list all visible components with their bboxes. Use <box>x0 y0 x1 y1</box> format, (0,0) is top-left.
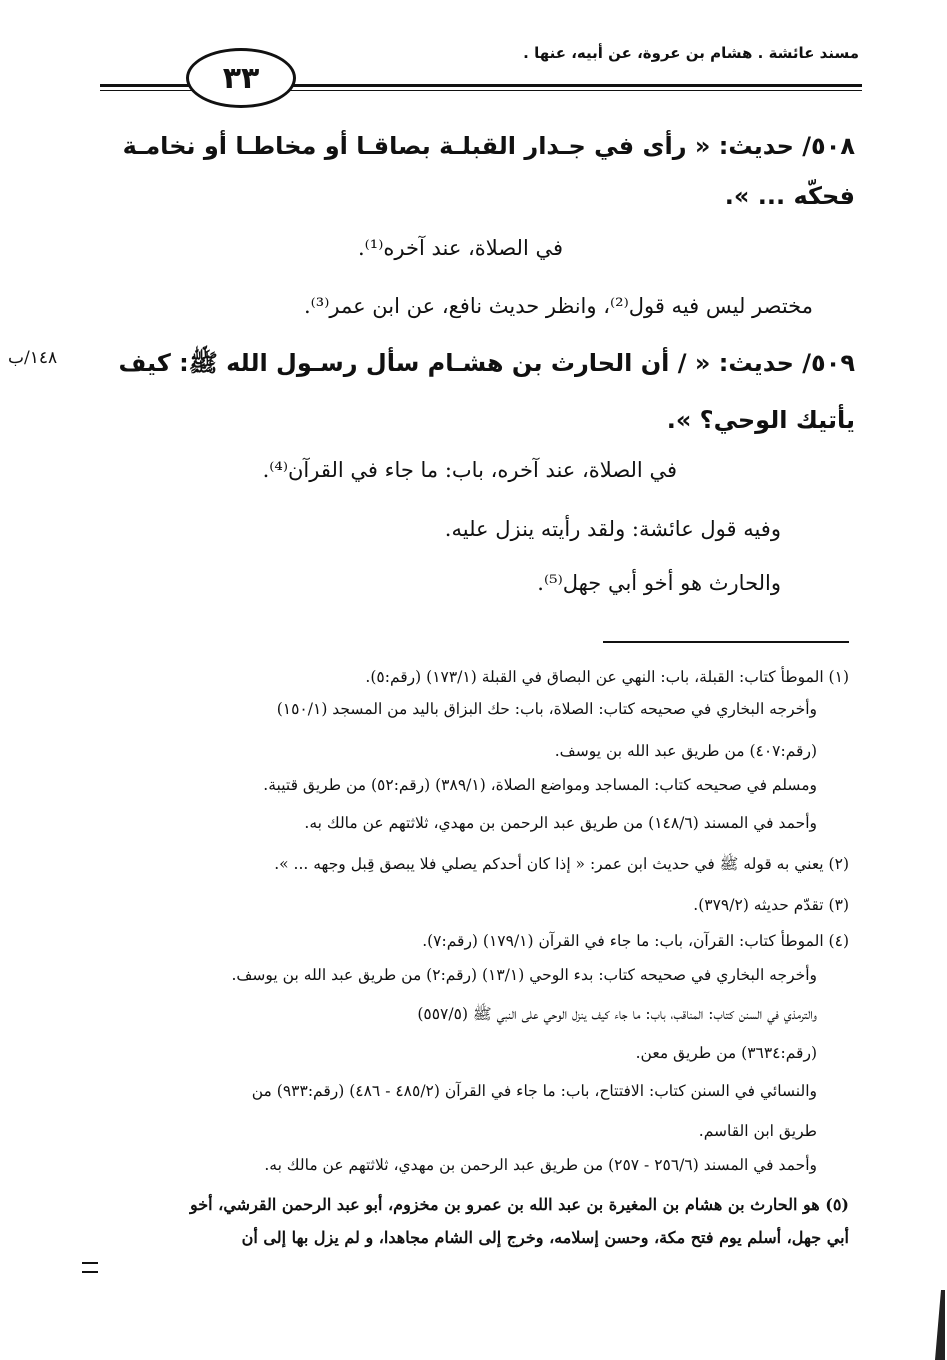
footnote-5-line-2: أبي جهل، أسلم يوم فتح مكة، وحسن إسلامه، وخرج إلى الشام مجاهدا، و لم يزل بها إلى أن <box>241 1228 849 1247</box>
footnote-4-line-1: (٤) الموطأ كتاب: القرآن، باب: ما جاء في القرآن (١٧٩/١) (رقم:٧). <box>422 932 849 950</box>
footnote-1-line-1: (١) الموطأ كتاب: القبلة، باب: النهي عن البصاق في القبلة (١٧٣/١) (رقم:٥). <box>365 668 849 686</box>
footnote-1-line-4: ومسلم في صحيحه كتاب: المساجد ومواضع الصلاة، (٣٨٩/١) (رقم:٥٢) من طريق قتيبة. <box>263 776 817 794</box>
hadith-509-location: في الصلاة، عند آخره، باب: ما جاء في القرآن⁽⁴⁾. <box>262 458 677 482</box>
footnote-4-line-2: وأخرجه البخاري في صحيحه كتاب: بدء الوحي (١٣/١) (رقم:٢) من طريق عبد الله بن يوسف. <box>231 966 817 984</box>
footnote-4-line-3: والترمذي في السنن كتاب: المناقب، باب: ما جاء كيف ينزل الوحي على النبي ﷺ (٥٥٧/٥) <box>417 1005 817 1023</box>
page-number: ٣٣ <box>186 48 296 108</box>
continuation-mark <box>82 1262 98 1273</box>
hadith-508-location: في الصلاة، عند آخره⁽¹⁾. <box>357 236 563 260</box>
footnote-4-line-4: (رقم:٣٦٣٤) من طريق معن. <box>635 1044 817 1062</box>
footnote-1-line-3: (رقم:٤٠٧) من طريق عبد الله بن يوسف. <box>554 742 817 760</box>
scan-page-edge <box>935 1290 945 1360</box>
running-title: مسند عائشة . هشام بن عروة، عن أبيه، عنها . <box>523 44 859 62</box>
hadith-509-line-2: يأتيك الوحي؟ ». <box>666 406 855 434</box>
hadith-508-note: مختصر ليس فيه قول⁽²⁾، وانظر حديث نافع، عن ابن عمر⁽³⁾. <box>303 294 813 318</box>
hadith-508-line-2: فحكّه ... ». <box>724 182 855 210</box>
footnote-4-line-7: وأحمد في المسند (٢٥٦/٦ - ٢٥٧) من طريق عبد الرحمن بن مهدي، ثلاثتهم عن مالك به. <box>264 1156 817 1174</box>
footnote-4-line-6: طريق ابن القاسم. <box>698 1122 817 1140</box>
footnote-3: (٣) تقدّم حديثه (٣٧٩/٢). <box>693 896 849 914</box>
footnote-1-line-5: وأحمد في المسند (١٤٨/٦) من طريق عبد الرحمن بن مهدي، ثلاثتهم عن مالك به. <box>304 814 817 832</box>
hadith-509-aisha-note: وفيه قول عائشة: ولقد رأيته ينزل عليه. <box>444 517 781 541</box>
hadith-508-line-1: ٥٠٨/ حديث: « رأى في جـدار القبلـة بصاقـا أو مخاطـا أو نخامـة <box>122 132 855 160</box>
hadith-509-harith-note: والحارث هو أخو أبي جهل⁽⁵⁾. <box>537 571 781 595</box>
manuscript-folio-note: ١٤٨/ب <box>8 348 58 368</box>
footnote-5-line-1: (٥) هو الحارث بن هشام بن المغيرة بن عبد الله بن عمرو بن مخزوم، أبو عبد الرحمن القرشي، أخو <box>189 1195 849 1214</box>
hadith-509-line-1: ٥٠٩/ حديث: « / أن الحارث بن هشـام سأل رسـول الله ﷺ: كيف <box>118 349 855 377</box>
footnote-2: (٢) يعني به قوله ﷺ في حديث ابن عمر: « إذا كان أحدكم يصلي فلا يبصق قِبل وجهه ... ». <box>274 855 849 873</box>
footnote-4-line-5: والنسائي في السنن كتاب: الافتتاح، باب: ما جاء في القرآن (٤٨٥/٢ - ٤٨٦) (رقم:٩٣٣) من <box>251 1082 817 1100</box>
footnote-separator <box>603 641 849 643</box>
footnote-1-line-2: وأخرجه البخاري في صحيحه كتاب: الصلاة، باب: حك البزاق باليد من المسجد (١٥٠/١) <box>276 700 817 718</box>
